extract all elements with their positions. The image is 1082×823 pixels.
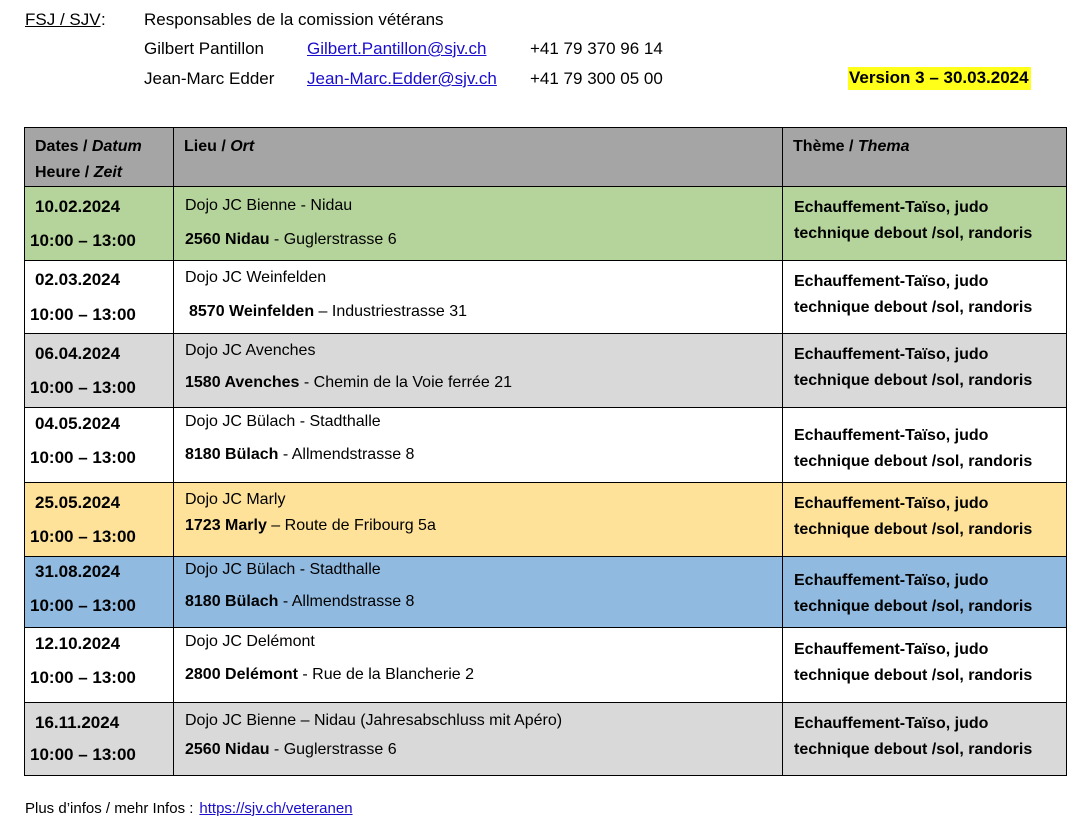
contact-email-link-1[interactable]: Gilbert.Pantillon@sjv.ch — [307, 39, 487, 58]
date-cell — [25, 187, 174, 261]
contact-name-1: Gilbert Pantillon — [144, 39, 265, 58]
theme-text: Echauffement-Taïso, judo technique debout /sol, randoris — [794, 199, 1033, 242]
contact-phone-1: +41 79 370 96 14 — [530, 39, 663, 58]
place-name: Dojo JC Weinfelden — [185, 269, 327, 286]
event-time: 10:00 – 13:00 — [30, 378, 136, 397]
place-name: Dojo JC Bülach - Stadthalle — [185, 561, 381, 578]
theme-text: Echauffement-Taïso, judo technique debout /sol, randoris — [794, 427, 1033, 470]
theme-cell — [783, 703, 1067, 776]
date-cell — [25, 334, 174, 408]
date-cell — [25, 703, 174, 776]
date-cell — [25, 408, 174, 483]
place-cell — [174, 334, 783, 408]
place-name: Dojo JC Bienne - Nidau — [185, 197, 353, 214]
event-date: 02.03.2024 — [35, 270, 121, 289]
place-name: Dojo JC Avenches — [185, 342, 316, 359]
header-place: Lieu / Ort — [174, 128, 783, 187]
event-date: 25.05.2024 — [35, 493, 121, 512]
place-cell — [174, 628, 783, 703]
table-row — [25, 261, 1067, 334]
table-row — [25, 483, 1067, 557]
zip-city: 8180 Bülach — [185, 593, 279, 610]
date-cell — [25, 557, 174, 628]
table-row — [25, 187, 1067, 261]
theme-cell — [783, 187, 1067, 261]
zip-city: 1723 Marly — [185, 517, 267, 534]
place-name: Dojo JC Marly — [185, 491, 286, 508]
place-address — [185, 517, 436, 535]
place-name: Dojo JC Bienne – Nidau (Jahresabschluss mit Apéro) — [185, 712, 563, 729]
event-time: 10:00 – 13:00 — [30, 745, 136, 764]
event-time: 10:00 – 13:00 — [30, 448, 136, 467]
organization-label: FSJ / SJV — [25, 10, 101, 29]
theme-text: Echauffement-Taïso, judo technique debout /sol, randoris — [794, 641, 1033, 684]
place-address — [185, 446, 414, 464]
place-cell — [174, 261, 783, 334]
event-date: 10.02.2024 — [35, 197, 121, 216]
organization-colon: : — [101, 10, 106, 29]
theme-cell — [783, 334, 1067, 408]
theme-cell — [783, 628, 1067, 703]
date-cell — [25, 628, 174, 703]
place-address — [185, 741, 397, 759]
place-cell — [174, 703, 783, 776]
zip-city: 2560 Nidau — [185, 741, 270, 758]
contact-name-2: Jean-Marc Edder — [144, 69, 275, 88]
table-header-row — [25, 128, 1067, 187]
event-time: 10:00 – 13:00 — [30, 596, 136, 615]
zip-city: 8180 Bülach — [185, 446, 279, 463]
theme-cell — [783, 483, 1067, 557]
footer-label: Plus d’infos / mehr Infos : — [25, 800, 194, 817]
table-row — [25, 408, 1067, 483]
event-date: 04.05.2024 — [35, 414, 121, 433]
theme-text: Echauffement-Taïso, judo technique debout /sol, randoris — [794, 572, 1033, 615]
contact-phone-2: +41 79 300 05 00 — [530, 69, 663, 88]
street: - Guglerstrasse 6 — [269, 231, 397, 248]
place-cell — [174, 408, 783, 483]
event-date: 16.11.2024 — [35, 713, 120, 732]
street: - Allmendstrasse 8 — [278, 593, 415, 610]
event-time: 10:00 – 13:00 — [30, 231, 136, 250]
place-address — [189, 303, 467, 321]
version-badge: Version 3 – 30.03.2024 — [848, 67, 1031, 90]
place-cell — [174, 187, 783, 261]
place-address — [185, 231, 397, 249]
header-theme: Thème / Thema — [783, 128, 1067, 187]
theme-text: Echauffement-Taïso, judo technique debout /sol, randoris — [794, 273, 1033, 316]
theme-cell — [783, 261, 1067, 334]
zip-city: 1580 Avenches — [185, 374, 300, 391]
event-time: 10:00 – 13:00 — [30, 668, 136, 687]
street: - Guglerstrasse 6 — [269, 741, 397, 758]
event-date: 31.08.2024 — [35, 562, 121, 581]
zip-city: 8570 Weinfelden — [189, 303, 315, 320]
theme-cell — [783, 408, 1067, 483]
street: – Route de Fribourg 5a — [266, 517, 436, 534]
theme-text: Echauffement-Taïso, judo technique debout /sol, randoris — [794, 715, 1033, 758]
theme-cell — [783, 557, 1067, 628]
place-address — [185, 593, 414, 611]
place-name: Dojo JC Bülach - Stadthalle — [185, 413, 381, 430]
event-time: 10:00 – 13:00 — [30, 305, 136, 324]
place-address — [185, 374, 512, 392]
theme-text: Echauffement-Taïso, judo technique debout /sol, randoris — [794, 495, 1033, 538]
table-row — [25, 628, 1067, 703]
event-date: 06.04.2024 — [35, 344, 121, 363]
zip-city: 2560 Nidau — [185, 231, 270, 248]
street: – Industriestrasse 31 — [314, 303, 468, 320]
date-cell — [25, 261, 174, 334]
schedule-table — [24, 127, 1067, 776]
place-cell — [174, 557, 783, 628]
street: - Rue de la Blancherie 2 — [297, 666, 475, 683]
theme-text: Echauffement-Taïso, judo technique debout /sol, randoris — [794, 346, 1033, 389]
place-address — [185, 666, 474, 684]
header-dates: Dates / Datum Heure / Zeit — [25, 128, 174, 187]
table-row — [25, 703, 1067, 776]
street: - Chemin de la Voie ferrée 21 — [299, 374, 513, 391]
place-cell — [174, 483, 783, 557]
place-name: Dojo JC Delémont — [185, 633, 315, 650]
zip-city: 2800 Delémont — [185, 666, 298, 683]
event-time: 10:00 – 13:00 — [30, 527, 136, 546]
responsables-title: Responsables de la comission vétérans — [144, 10, 444, 29]
footer — [25, 800, 353, 817]
table-row — [25, 557, 1067, 628]
document-header — [0, 0, 1082, 110]
footer-link[interactable]: https://sjv.ch/veteranen — [199, 800, 353, 817]
event-date: 12.10.2024 — [35, 634, 121, 653]
table-row — [25, 334, 1067, 408]
date-cell — [25, 483, 174, 557]
contact-email-link-2[interactable]: Jean-Marc.Edder@sjv.ch — [307, 69, 497, 88]
street: - Allmendstrasse 8 — [278, 446, 415, 463]
